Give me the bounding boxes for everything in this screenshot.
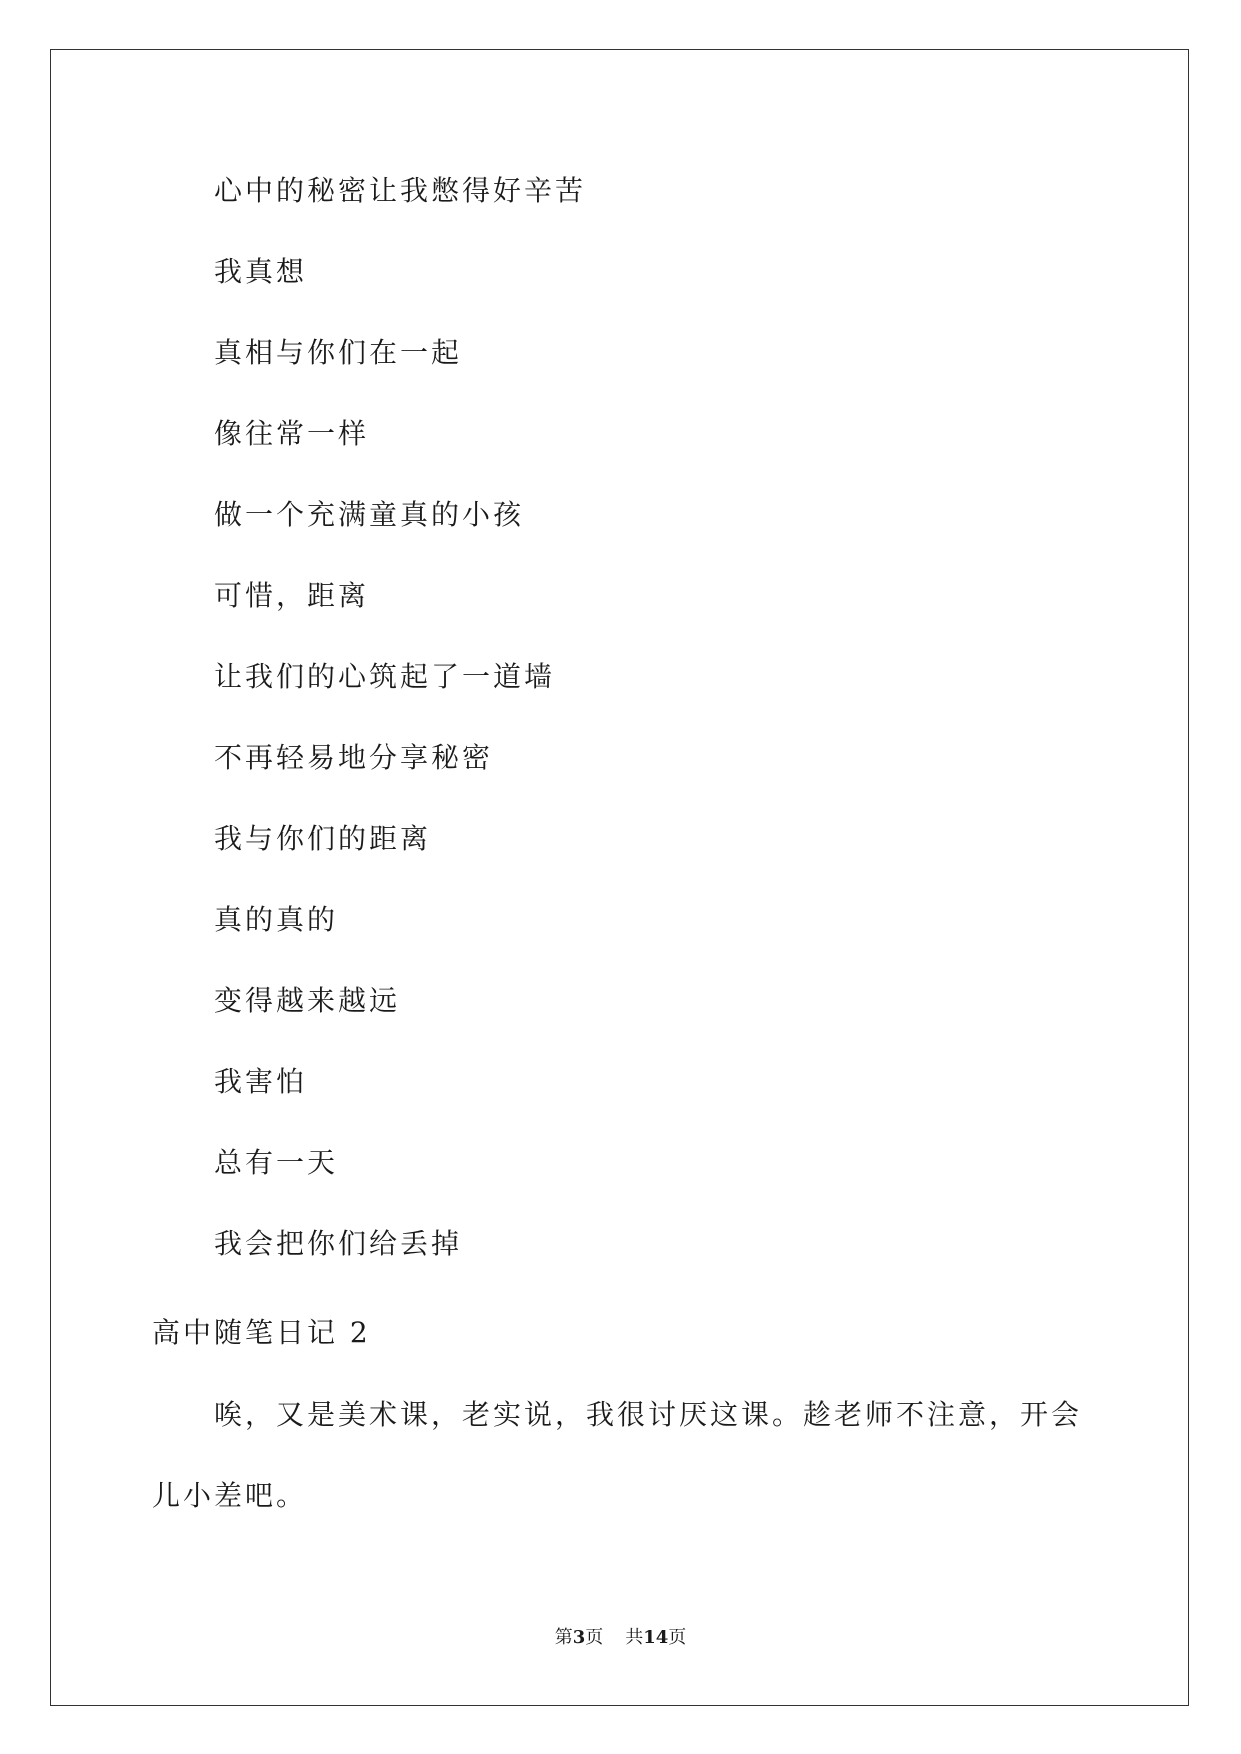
poem-line: 我真想 (214, 255, 308, 288)
paragraph-line: 儿小差吧。 (152, 1479, 308, 1512)
poem-line: 真相与你们在一起 (214, 336, 463, 369)
footer-total-suffix: 页 (668, 1627, 687, 1648)
poem-line: 做一个充满童真的小孩 (214, 498, 525, 531)
poem-line: 不再轻易地分享秘密 (214, 741, 494, 774)
footer-total-pages: 14 (643, 1627, 669, 1648)
poem-line: 像往常一样 (214, 417, 370, 450)
footer-page-suffix: 页 (585, 1627, 604, 1648)
poem-line: 变得越来越远 (214, 984, 401, 1017)
paragraph-line: 唉，又是美术课，老实说，我很讨厌这课。趁老师不注意，开会 (214, 1398, 1083, 1431)
poem-line: 真的真的 (214, 903, 339, 936)
poem-line: 我与你们的距离 (214, 822, 432, 855)
poem-line: 心中的秘密让我憋得好辛苦 (214, 174, 587, 207)
poem-line: 可惜，距离 (214, 579, 370, 612)
section-heading: 高中随笔日记 2 (152, 1316, 371, 1349)
poem-line: 我害怕 (214, 1065, 308, 1098)
footer-page-prefix: 第 (554, 1627, 573, 1648)
poem-line: 让我们的心筑起了一道墙 (214, 660, 556, 693)
poem-line: 我会把你们给丢掉 (214, 1227, 463, 1260)
footer-page-number: 3 (572, 1627, 586, 1648)
page-footer (0, 1626, 1241, 1650)
footer-total-prefix: 共 (625, 1627, 644, 1648)
poem-line: 总有一天 (214, 1146, 339, 1179)
page-border (50, 49, 1189, 1706)
